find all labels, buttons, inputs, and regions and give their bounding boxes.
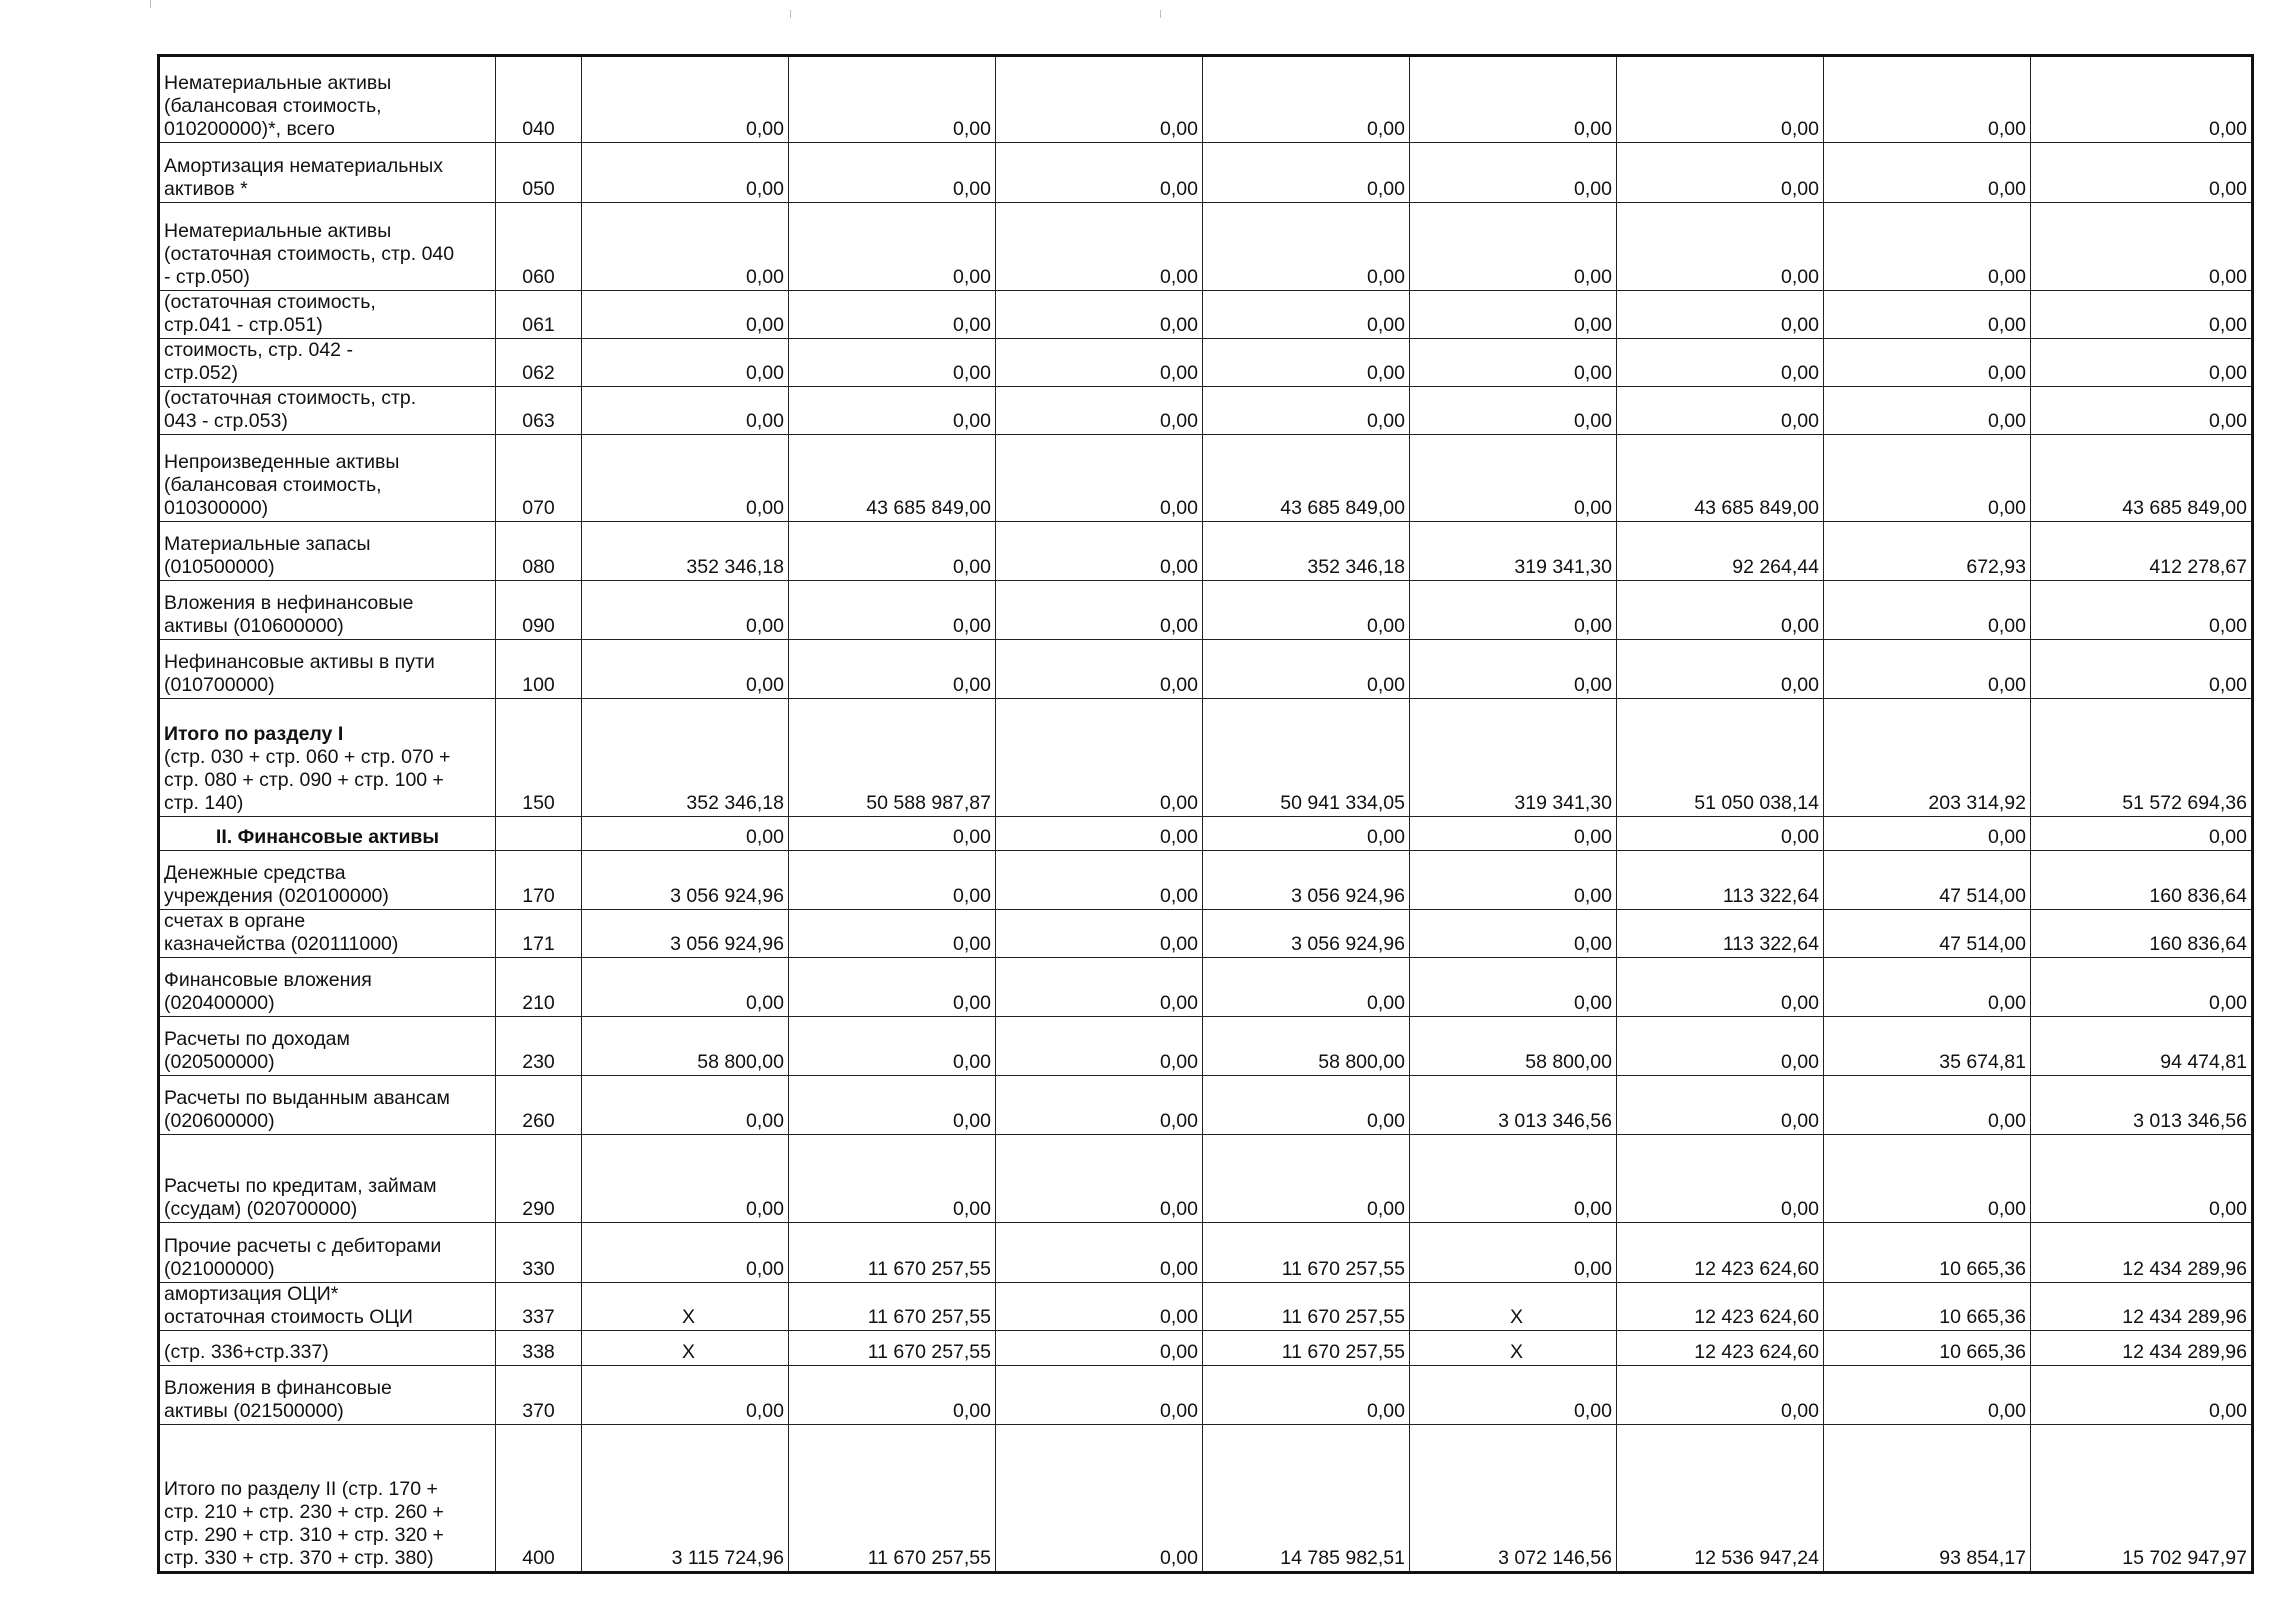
value-cell-col-5: 3 072 146,56: [1410, 1425, 1617, 1573]
row-name: Прочие расчеты с дебиторами (021000000): [164, 1235, 442, 1280]
row-name-cell: [159, 291, 496, 339]
value-cell-col-5: 319 341,30: [1410, 522, 1617, 581]
row-name-cell: [159, 640, 496, 699]
value-cell-col-8: 0,00: [2031, 143, 2253, 203]
value-cell-col-1: 0,00: [582, 387, 789, 435]
value-cell-col-3: 0,00: [996, 1017, 1203, 1076]
value-cell-col-1: X: [582, 1331, 789, 1366]
row-code: 070: [496, 435, 582, 522]
value-cell-col-4: 11 670 257,55: [1203, 1331, 1410, 1366]
value-cell-col-6: 0,00: [1617, 203, 1824, 291]
row-code: 337: [496, 1283, 582, 1331]
value-cell-col-8: 15 702 947,97: [2031, 1425, 2253, 1573]
row-name-cell: [159, 56, 496, 143]
value-cell-col-8: 12 434 289,96: [2031, 1223, 2253, 1283]
table-row: [159, 910, 2253, 958]
row-name: Итого по разделу II (стр. 170 + стр. 210 + стр. 230 + стр. 260 + стр. 290 + стр. 310 + стр. 320 + стр. 330 + стр. 370 + стр. 380): [164, 1478, 444, 1569]
table-row: [159, 1076, 2253, 1135]
value-cell-col-1: 352 346,18: [582, 522, 789, 581]
value-cell-col-4: 0,00: [1203, 1366, 1410, 1425]
value-cell-col-2: 50 588 987,87: [789, 699, 996, 817]
value-cell-col-8: 0,00: [2031, 291, 2253, 339]
value-cell-col-2: 0,00: [789, 958, 996, 1017]
row-name: Вложения в нефинансовые активы (010600000): [164, 592, 414, 637]
row-code: 090: [496, 581, 582, 640]
table-row: [159, 435, 2253, 522]
table-row: [159, 339, 2253, 387]
value-cell-col-6: 113 322,64: [1617, 851, 1824, 910]
value-cell-col-4: 0,00: [1203, 387, 1410, 435]
value-cell-col-3: 0,00: [996, 143, 1203, 203]
value-cell-col-5: 0,00: [1410, 291, 1617, 339]
value-cell-col-6: 0,00: [1617, 291, 1824, 339]
value-cell-col-8: 0,00: [2031, 387, 2253, 435]
row-name: (стр. 336+стр.337): [164, 1341, 329, 1363]
value-cell-col-5: 0,00: [1410, 817, 1617, 851]
value-cell-col-3: 0,00: [996, 339, 1203, 387]
value-cell-col-7: 0,00: [1824, 1135, 2031, 1223]
row-name-cell: [159, 581, 496, 640]
row-name: Расчеты по выданным авансам (020600000): [164, 1087, 450, 1132]
value-cell-col-1: 3 056 924,96: [582, 910, 789, 958]
value-cell-col-1: 0,00: [582, 203, 789, 291]
value-cell-col-2: 43 685 849,00: [789, 435, 996, 522]
value-cell-col-5: 0,00: [1410, 1366, 1617, 1425]
value-cell-col-8: 0,00: [2031, 339, 2253, 387]
value-cell-col-1: 0,00: [582, 1076, 789, 1135]
value-cell-col-6: 51 050 038,14: [1617, 699, 1824, 817]
value-cell-col-8: 0,00: [2031, 581, 2253, 640]
value-cell-col-2: 0,00: [789, 203, 996, 291]
value-cell-col-5: X: [1410, 1283, 1617, 1331]
value-cell-col-7: 0,00: [1824, 143, 2031, 203]
table-body: [159, 56, 2253, 1573]
row-name-cell: [159, 1017, 496, 1076]
value-cell-col-3: 0,00: [996, 1366, 1203, 1425]
row-name-bold: Итого по разделу I: [164, 723, 344, 745]
value-cell-col-8: 12 434 289,96: [2031, 1331, 2253, 1366]
value-cell-col-2: 0,00: [789, 1017, 996, 1076]
table-row: [159, 958, 2253, 1017]
value-cell-col-8: 0,00: [2031, 958, 2253, 1017]
value-cell-col-4: 11 670 257,55: [1203, 1283, 1410, 1331]
value-cell-col-8: 51 572 694,36: [2031, 699, 2253, 817]
row-name: амортизация ОЦИ* остаточная стоимость ОЦИ: [164, 1283, 413, 1328]
value-cell-col-1: 0,00: [582, 291, 789, 339]
value-cell-col-1: 58 800,00: [582, 1017, 789, 1076]
value-cell-col-4: 11 670 257,55: [1203, 1223, 1410, 1283]
value-cell-col-5: 0,00: [1410, 958, 1617, 1017]
row-name: Нематериальные активы (остаточная стоимость, стр. 040 - стр.050): [164, 220, 455, 288]
row-name: Нематериальные активы (балансовая стоимость, 010200000)*, всего: [164, 72, 392, 140]
value-cell-col-6: 0,00: [1617, 339, 1824, 387]
row-name: (остаточная стоимость, стр. 043 - стр.053): [164, 387, 417, 432]
value-cell-col-4: 14 785 982,51: [1203, 1425, 1410, 1573]
value-cell-col-1: 0,00: [582, 143, 789, 203]
row-name-cell: [159, 1366, 496, 1425]
value-cell-col-3: 0,00: [996, 1283, 1203, 1331]
row-code: 060: [496, 203, 582, 291]
value-cell-col-7: 0,00: [1824, 1366, 2031, 1425]
row-name-cell: [159, 339, 496, 387]
row-name: Нефинансовые активы в пути (010700000): [164, 651, 435, 696]
table-row: [159, 1366, 2253, 1425]
value-cell-col-6: 0,00: [1617, 640, 1824, 699]
table-row: [159, 56, 2253, 143]
value-cell-col-2: 0,00: [789, 339, 996, 387]
value-cell-col-3: 0,00: [996, 435, 1203, 522]
scan-artifact: [1160, 10, 1161, 18]
value-cell-col-6: 0,00: [1617, 143, 1824, 203]
value-cell-col-8: 3 013 346,56: [2031, 1076, 2253, 1135]
value-cell-col-7: 0,00: [1824, 1076, 2031, 1135]
value-cell-col-4: 0,00: [1203, 640, 1410, 699]
value-cell-col-1: 0,00: [582, 581, 789, 640]
value-cell-col-8: 160 836,64: [2031, 851, 2253, 910]
value-cell-col-4: 0,00: [1203, 1076, 1410, 1135]
row-code: 230: [496, 1017, 582, 1076]
value-cell-col-7: 0,00: [1824, 339, 2031, 387]
value-cell-col-8: 43 685 849,00: [2031, 435, 2253, 522]
value-cell-col-5: 0,00: [1410, 1135, 1617, 1223]
row-name-cell: [159, 1135, 496, 1223]
value-cell-col-4: 0,00: [1203, 1135, 1410, 1223]
value-cell-col-6: 12 423 624,60: [1617, 1283, 1824, 1331]
value-cell-col-2: 0,00: [789, 1135, 996, 1223]
value-cell-col-2: 0,00: [789, 522, 996, 581]
value-cell-col-1: 3 056 924,96: [582, 851, 789, 910]
value-cell-col-8: 0,00: [2031, 640, 2253, 699]
value-cell-col-4: 0,00: [1203, 56, 1410, 143]
value-cell-col-3: 0,00: [996, 817, 1203, 851]
value-cell-col-7: 0,00: [1824, 581, 2031, 640]
value-cell-col-4: 43 685 849,00: [1203, 435, 1410, 522]
row-code: 040: [496, 56, 582, 143]
value-cell-col-8: 160 836,64: [2031, 910, 2253, 958]
value-cell-col-1: 352 346,18: [582, 699, 789, 817]
value-cell-col-2: 11 670 257,55: [789, 1331, 996, 1366]
value-cell-col-3: 0,00: [996, 1135, 1203, 1223]
row-name-cell: [159, 435, 496, 522]
row-code: [496, 817, 582, 851]
row-name: Финансовые вложения (020400000): [164, 969, 372, 1014]
row-name-cell: [159, 699, 496, 817]
row-code: 100: [496, 640, 582, 699]
value-cell-col-3: 0,00: [996, 1223, 1203, 1283]
value-cell-col-1: 0,00: [582, 1366, 789, 1425]
value-cell-col-1: 0,00: [582, 339, 789, 387]
table-row: [159, 1135, 2253, 1223]
value-cell-col-8: 0,00: [2031, 817, 2253, 851]
row-code: 330: [496, 1223, 582, 1283]
row-code: 290: [496, 1135, 582, 1223]
value-cell-col-8: 0,00: [2031, 1366, 2253, 1425]
row-code: 062: [496, 339, 582, 387]
value-cell-col-7: 0,00: [1824, 291, 2031, 339]
value-cell-col-5: 0,00: [1410, 56, 1617, 143]
value-cell-col-4: 3 056 924,96: [1203, 910, 1410, 958]
value-cell-col-8: 412 278,67: [2031, 522, 2253, 581]
value-cell-col-7: 93 854,17: [1824, 1425, 2031, 1573]
value-cell-col-6: 0,00: [1617, 1017, 1824, 1076]
row-code: 338: [496, 1331, 582, 1366]
value-cell-col-7: 0,00: [1824, 817, 2031, 851]
value-cell-col-7: 0,00: [1824, 203, 2031, 291]
value-cell-col-3: 0,00: [996, 910, 1203, 958]
row-name: счетах в органе казначейства (020111000): [164, 910, 399, 955]
value-cell-col-2: 0,00: [789, 1076, 996, 1135]
row-code: 061: [496, 291, 582, 339]
value-cell-col-6: 0,00: [1617, 817, 1824, 851]
row-name-cell: [159, 1331, 496, 1366]
value-cell-col-5: X: [1410, 1331, 1617, 1366]
value-cell-col-6: 12 423 624,60: [1617, 1331, 1824, 1366]
value-cell-col-2: 0,00: [789, 851, 996, 910]
value-cell-col-8: 0,00: [2031, 56, 2253, 143]
value-cell-col-1: 0,00: [582, 435, 789, 522]
balance-sheet: [157, 54, 2251, 1574]
value-cell-col-6: 92 264,44: [1617, 522, 1824, 581]
value-cell-col-2: 0,00: [789, 910, 996, 958]
table-row: [159, 203, 2253, 291]
value-cell-col-8: 0,00: [2031, 1135, 2253, 1223]
row-name: Материальные запасы (010500000): [164, 533, 371, 578]
row-name: Денежные средства учреждения (020100000): [164, 862, 389, 907]
row-name: Амортизация нематериальных активов *: [164, 155, 443, 200]
row-name: Расчеты по кредитам, займам (ссудам) (020700000): [164, 1175, 437, 1220]
value-cell-col-7: 10 665,36: [1824, 1331, 2031, 1366]
value-cell-col-3: 0,00: [996, 851, 1203, 910]
value-cell-col-6: 0,00: [1617, 56, 1824, 143]
row-name-cell: [159, 1425, 496, 1573]
value-cell-col-7: 672,93: [1824, 522, 2031, 581]
table-row: [159, 851, 2253, 910]
value-cell-col-7: 0,00: [1824, 435, 2031, 522]
balance-table: [157, 54, 2254, 1574]
row-name: Вложения в финансовые активы (021500000): [164, 1377, 392, 1422]
row-name: Непроизведенные активы (балансовая стоимость, 010300000): [164, 451, 400, 519]
row-name-cell: [159, 910, 496, 958]
value-cell-col-3: 0,00: [996, 56, 1203, 143]
value-cell-col-1: 0,00: [582, 56, 789, 143]
value-cell-col-2: 0,00: [789, 640, 996, 699]
value-cell-col-5: 319 341,30: [1410, 699, 1617, 817]
row-name-cell: [159, 958, 496, 1017]
value-cell-col-8: 12 434 289,96: [2031, 1283, 2253, 1331]
table-row: [159, 143, 2253, 203]
value-cell-col-2: 0,00: [789, 143, 996, 203]
value-cell-col-3: 0,00: [996, 640, 1203, 699]
value-cell-col-2: 0,00: [789, 817, 996, 851]
value-cell-col-8: 94 474,81: [2031, 1017, 2253, 1076]
value-cell-col-7: 0,00: [1824, 958, 2031, 1017]
scan-artifact: [150, 0, 151, 8]
value-cell-col-4: 0,00: [1203, 143, 1410, 203]
value-cell-col-7: 35 674,81: [1824, 1017, 2031, 1076]
value-cell-col-7: 203 314,92: [1824, 699, 2031, 817]
row-name-rest: (стр. 030 + стр. 060 + стр. 070 + стр. 080 + стр. 090 + стр. 100 + стр. 140): [164, 746, 451, 814]
row-code: 170: [496, 851, 582, 910]
value-cell-col-4: 58 800,00: [1203, 1017, 1410, 1076]
row-code: 210: [496, 958, 582, 1017]
value-cell-col-4: 0,00: [1203, 339, 1410, 387]
table-row: [159, 581, 2253, 640]
table-row: [159, 1223, 2253, 1283]
value-cell-col-5: 0,00: [1410, 1223, 1617, 1283]
value-cell-col-3: 0,00: [996, 1425, 1203, 1573]
row-name: (остаточная стоимость, стр.041 - стр.051): [164, 291, 376, 336]
value-cell-col-1: X: [582, 1283, 789, 1331]
row-name-cell: [159, 1223, 496, 1283]
value-cell-col-7: 47 514,00: [1824, 910, 2031, 958]
value-cell-col-6: 0,00: [1617, 958, 1824, 1017]
value-cell-col-3: 0,00: [996, 387, 1203, 435]
value-cell-col-5: 58 800,00: [1410, 1017, 1617, 1076]
row-name-cell: [159, 387, 496, 435]
value-cell-col-1: 0,00: [582, 640, 789, 699]
value-cell-col-6: 0,00: [1617, 581, 1824, 640]
value-cell-col-3: 0,00: [996, 291, 1203, 339]
value-cell-col-2: 0,00: [789, 1366, 996, 1425]
table-row: [159, 1017, 2253, 1076]
value-cell-col-6: 12 536 947,24: [1617, 1425, 1824, 1573]
table-row: [159, 387, 2253, 435]
row-code: 400: [496, 1425, 582, 1573]
value-cell-col-7: 10 665,36: [1824, 1223, 2031, 1283]
row-name: II. Финансовые активы: [215, 826, 440, 848]
value-cell-col-7: 10 665,36: [1824, 1283, 2031, 1331]
value-cell-col-1: 0,00: [582, 1135, 789, 1223]
value-cell-col-2: 11 670 257,55: [789, 1283, 996, 1331]
row-name-cell: [159, 1283, 496, 1331]
value-cell-col-5: 0,00: [1410, 851, 1617, 910]
row-name-cell: [159, 203, 496, 291]
value-cell-col-5: 0,00: [1410, 640, 1617, 699]
row-code: 080: [496, 522, 582, 581]
table-row: [159, 522, 2253, 581]
value-cell-col-7: 0,00: [1824, 640, 2031, 699]
value-cell-col-5: 0,00: [1410, 435, 1617, 522]
row-code: 370: [496, 1366, 582, 1425]
value-cell-col-4: 0,00: [1203, 581, 1410, 640]
value-cell-col-2: 0,00: [789, 387, 996, 435]
value-cell-col-7: 0,00: [1824, 56, 2031, 143]
value-cell-col-4: 352 346,18: [1203, 522, 1410, 581]
table-row: [159, 291, 2253, 339]
value-cell-col-8: 0,00: [2031, 203, 2253, 291]
value-cell-col-7: 47 514,00: [1824, 851, 2031, 910]
value-cell-col-5: 0,00: [1410, 339, 1617, 387]
value-cell-col-5: 0,00: [1410, 910, 1617, 958]
value-cell-col-1: 0,00: [582, 958, 789, 1017]
value-cell-col-4: 0,00: [1203, 203, 1410, 291]
row-code: 260: [496, 1076, 582, 1135]
value-cell-col-4: 50 941 334,05: [1203, 699, 1410, 817]
value-cell-col-5: 0,00: [1410, 143, 1617, 203]
value-cell-col-5: 0,00: [1410, 581, 1617, 640]
value-cell-col-1: 0,00: [582, 817, 789, 851]
value-cell-col-3: 0,00: [996, 203, 1203, 291]
row-name-cell: [159, 522, 496, 581]
value-cell-col-2: 0,00: [789, 291, 996, 339]
value-cell-col-3: 0,00: [996, 958, 1203, 1017]
value-cell-col-1: 0,00: [582, 1223, 789, 1283]
table-row: [159, 817, 2253, 851]
row-code: 171: [496, 910, 582, 958]
value-cell-col-3: 0,00: [996, 699, 1203, 817]
value-cell-col-1: 3 115 724,96: [582, 1425, 789, 1573]
value-cell-col-4: 0,00: [1203, 958, 1410, 1017]
value-cell-col-4: 3 056 924,96: [1203, 851, 1410, 910]
value-cell-col-5: 3 013 346,56: [1410, 1076, 1617, 1135]
value-cell-col-6: 0,00: [1617, 1135, 1824, 1223]
table-row: [159, 1331, 2253, 1366]
row-name: Расчеты по доходам (020500000): [164, 1028, 350, 1073]
row-code: 050: [496, 143, 582, 203]
value-cell-col-6: 113 322,64: [1617, 910, 1824, 958]
table-row: [159, 1425, 2253, 1573]
value-cell-col-5: 0,00: [1410, 387, 1617, 435]
row-name-cell: [159, 1076, 496, 1135]
table-row: [159, 1283, 2253, 1331]
table-row: [159, 640, 2253, 699]
row-name: стоимость, стр. 042 - стр.052): [164, 339, 353, 384]
value-cell-col-3: 0,00: [996, 1076, 1203, 1135]
value-cell-col-3: 0,00: [996, 581, 1203, 640]
value-cell-col-6: 0,00: [1617, 1366, 1824, 1425]
value-cell-col-2: 11 670 257,55: [789, 1425, 996, 1573]
value-cell-col-2: 11 670 257,55: [789, 1223, 996, 1283]
value-cell-col-5: 0,00: [1410, 203, 1617, 291]
row-name-cell: [159, 851, 496, 910]
value-cell-col-6: 43 685 849,00: [1617, 435, 1824, 522]
value-cell-col-2: 0,00: [789, 56, 996, 143]
value-cell-col-6: 12 423 624,60: [1617, 1223, 1824, 1283]
value-cell-col-6: 0,00: [1617, 387, 1824, 435]
row-name-cell: [159, 817, 496, 851]
value-cell-col-3: 0,00: [996, 522, 1203, 581]
row-name-cell: [159, 143, 496, 203]
value-cell-col-4: 0,00: [1203, 291, 1410, 339]
row-code: 150: [496, 699, 582, 817]
value-cell-col-7: 0,00: [1824, 387, 2031, 435]
row-code: 063: [496, 387, 582, 435]
value-cell-col-3: 0,00: [996, 1331, 1203, 1366]
value-cell-col-4: 0,00: [1203, 817, 1410, 851]
table-row: [159, 699, 2253, 817]
scan-artifact: [790, 10, 791, 18]
value-cell-col-6: 0,00: [1617, 1076, 1824, 1135]
value-cell-col-2: 0,00: [789, 581, 996, 640]
